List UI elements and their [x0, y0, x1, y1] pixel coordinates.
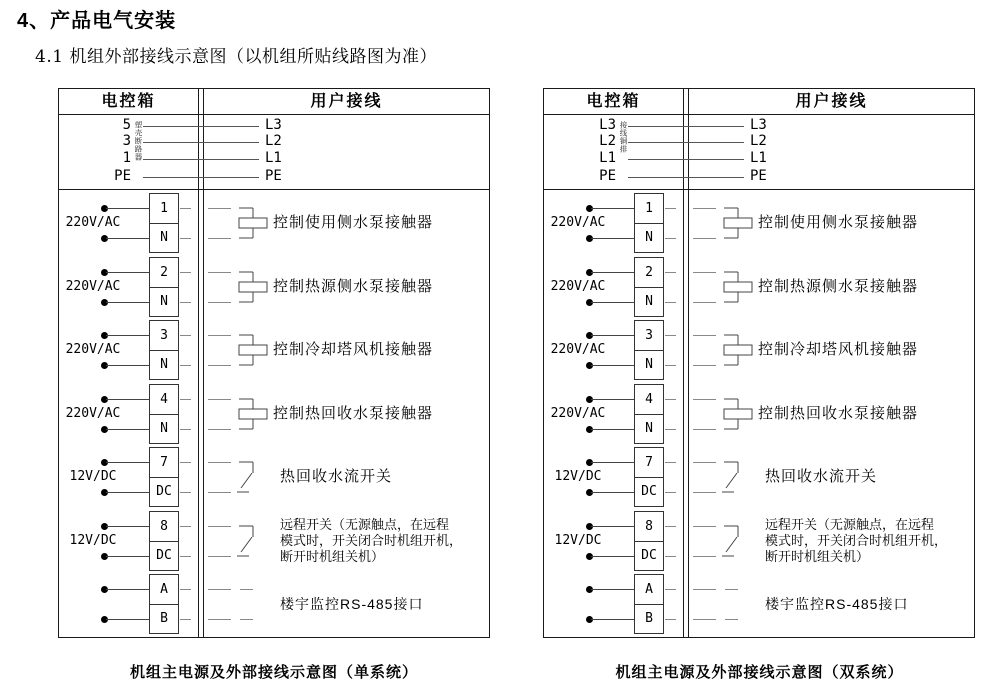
supply-wire	[106, 365, 149, 366]
device-label: 热回收水流开关	[765, 468, 878, 485]
terminal-cell-label: N	[160, 421, 168, 436]
supply-wire	[591, 365, 634, 366]
power-terminal-label: L1	[599, 150, 616, 166]
supply-wire	[591, 272, 634, 273]
device-label-line: 模式时，开关闭合时机组开机，	[280, 533, 463, 548]
user-phase-label: L2	[265, 133, 282, 149]
power-wire	[628, 159, 744, 160]
device-label: 控制使用侧水泵接触器	[273, 214, 434, 231]
device-label: 控制使用侧水泵接触器	[758, 214, 919, 231]
field-wire-dash	[208, 238, 231, 239]
field-wire-dash	[693, 619, 716, 620]
terminal-stub-wire	[180, 556, 191, 557]
terminal-stub-wire	[665, 429, 676, 430]
terminal-stub-wire	[180, 272, 191, 273]
field-wire-dash	[693, 302, 716, 303]
terminal-cell-label: N	[645, 230, 653, 245]
power-wire	[143, 177, 259, 178]
supply-wire	[106, 238, 149, 239]
field-wire-dash	[693, 429, 716, 430]
supply-wire	[106, 589, 149, 590]
user-phase-label: L1	[265, 150, 282, 166]
voltage-label: 220V/AC	[550, 406, 606, 421]
supply-wire	[106, 335, 149, 336]
field-wire-dash	[208, 619, 231, 620]
terminal-stub-wire	[665, 208, 676, 209]
power-wire	[143, 126, 259, 127]
header-control-box: 电控箱	[101, 93, 156, 110]
supply-wire	[106, 492, 149, 493]
terminal-stub-wire	[180, 238, 191, 239]
field-wire-dash	[208, 272, 231, 273]
terminal-stub-wire	[665, 238, 676, 239]
field-wire-dash	[208, 492, 231, 493]
supply-wire	[106, 399, 149, 400]
device-label: 控制热回收水泵接触器	[758, 405, 919, 422]
voltage-label: 12V/DC	[69, 533, 117, 548]
terminal-stub-wire	[180, 492, 191, 493]
header-user-wiring: 用户接线	[795, 93, 868, 110]
terminal-cell-label: N	[645, 294, 653, 309]
terminal-cell-label: 7	[160, 455, 168, 470]
field-wire-dash	[725, 619, 738, 620]
power-wire	[143, 159, 259, 160]
voltage-label: 12V/DC	[554, 533, 602, 548]
subsection-title: 4.1 机组外部接线示意图（以机组所贴线路图为准）	[35, 47, 437, 67]
header-separator	[59, 114, 489, 115]
terminal-block	[149, 320, 179, 380]
field-wire-dash	[693, 272, 716, 273]
terminal-stub-wire	[180, 208, 191, 209]
device-label: 控制冷却塔风机接触器	[273, 341, 434, 358]
terminal-cell-label: B	[160, 611, 168, 626]
field-wire-dash	[208, 335, 231, 336]
terminal-cell-label: 8	[160, 519, 168, 534]
device-label: 热回收水流开关	[280, 468, 393, 485]
field-wire-dash	[208, 526, 231, 527]
terminal-cell-label: 8	[645, 519, 653, 534]
terminal-cell-label: N	[645, 357, 653, 372]
supply-wire	[106, 526, 149, 527]
terminal-stub-wire	[665, 589, 676, 590]
supply-wire	[591, 399, 634, 400]
field-wire-dash	[693, 492, 716, 493]
terminal-stub-wire	[180, 619, 191, 620]
power-section-separator	[544, 189, 974, 190]
terminal-block	[634, 193, 664, 253]
terminal-stub-wire	[665, 526, 676, 527]
device-label: 楼宇监控RS-485接口	[280, 596, 424, 612]
supply-wire	[591, 335, 634, 336]
device-label-line: 模式时，开关闭合时机组开机，	[765, 533, 948, 548]
power-wire	[628, 142, 744, 143]
field-wire-dash	[693, 589, 716, 590]
power-terminal-label: PE	[114, 168, 131, 184]
flow-switch-icon	[722, 523, 756, 561]
terminal-block	[149, 574, 179, 634]
power-terminal-label: L2	[599, 133, 616, 149]
field-wire-dash	[693, 399, 716, 400]
terminal-cell-label: DC	[156, 548, 172, 563]
column-divider-line-2	[688, 89, 689, 637]
voltage-label: 220V/AC	[65, 342, 121, 357]
terminal-cell-label: 7	[645, 455, 653, 470]
device-label-line: 远程开关（无源触点，在远程	[765, 517, 935, 532]
terminal-stub-wire	[665, 335, 676, 336]
field-wire-dash	[693, 208, 716, 209]
supply-wire	[591, 619, 634, 620]
header-separator	[544, 114, 974, 115]
terminal-stub-wire	[180, 365, 191, 366]
flow-switch-icon	[722, 459, 756, 497]
power-wire	[628, 126, 744, 127]
device-label: 控制冷却塔风机接触器	[758, 341, 919, 358]
supply-wire	[106, 272, 149, 273]
supply-wire	[106, 462, 149, 463]
terminal-cell-label: 2	[160, 265, 168, 280]
column-divider-line-1	[198, 89, 199, 637]
terminal-stub-wire	[180, 526, 191, 527]
field-wire-dash	[208, 399, 231, 400]
voltage-label: 220V/AC	[65, 406, 121, 421]
voltage-label: 12V/DC	[69, 469, 117, 484]
caption-dual-system: 机组主电源及外部接线示意图（双系统）	[615, 664, 904, 681]
terminal-block	[634, 320, 664, 380]
power-section-separator	[59, 189, 489, 190]
terminal-stub-wire	[180, 589, 191, 590]
field-wire-dash	[208, 208, 231, 209]
wiring-diagram-dual-system	[543, 88, 975, 638]
supply-wire	[591, 238, 634, 239]
device-label-line: 断开时机组关机）	[280, 549, 385, 564]
flow-switch-icon	[237, 523, 271, 561]
terminal-cell-label: 3	[160, 328, 168, 343]
terminal-cell-label: N	[160, 294, 168, 309]
user-phase-label: L2	[750, 133, 767, 149]
user-phase-label: L3	[265, 117, 282, 133]
device-label: 控制热回收水泵接触器	[273, 405, 434, 422]
terminal-block	[634, 384, 664, 444]
field-wire-dash	[208, 429, 231, 430]
supply-wire	[591, 492, 634, 493]
field-wire-dash	[693, 462, 716, 463]
power-wire	[143, 142, 259, 143]
terminal-stub-wire	[180, 399, 191, 400]
caption-single-system: 机组主电源及外部接线示意图（单系统）	[129, 664, 418, 681]
supply-wire	[591, 556, 634, 557]
terminal-stub-wire	[180, 462, 191, 463]
voltage-label: 12V/DC	[554, 469, 602, 484]
terminal-stub-wire	[665, 492, 676, 493]
terminal-cell-label: 4	[160, 392, 168, 407]
contactor-coil-icon	[722, 332, 756, 370]
contactor-coil-icon	[237, 269, 271, 307]
column-divider-line-2	[203, 89, 204, 637]
device-label: 楼宇监控RS-485接口	[765, 596, 909, 612]
breaker-vertical-label: 塑壳断路器	[134, 121, 143, 161]
power-terminal-label: 3	[122, 133, 131, 149]
terminal-stub-wire	[180, 335, 191, 336]
user-phase-label: PE	[265, 168, 282, 184]
terminal-stub-wire	[665, 399, 676, 400]
terminal-stub-wire	[180, 302, 191, 303]
voltage-label: 220V/AC	[65, 279, 121, 294]
device-label-line: 断开时机组关机）	[765, 549, 870, 564]
device-label-line: 远程开关（无源触点，在远程	[280, 517, 450, 532]
device-label: 控制热源侧水泵接触器	[758, 278, 919, 295]
supply-wire	[106, 302, 149, 303]
header-control-box: 电控箱	[586, 93, 641, 110]
voltage-label: 220V/AC	[550, 342, 606, 357]
terminal-cell-label: DC	[641, 484, 657, 499]
terminal-cell-label: 4	[645, 392, 653, 407]
terminal-cell-label: A	[645, 582, 653, 597]
supply-wire	[591, 589, 634, 590]
user-phase-label: L1	[750, 150, 767, 166]
voltage-label: 220V/AC	[550, 215, 606, 230]
power-terminal-label: 1	[122, 150, 131, 166]
breaker-vertical-label: 接线铜排	[619, 121, 628, 153]
supply-wire	[591, 526, 634, 527]
supply-wire	[591, 462, 634, 463]
terminal-stub-wire	[665, 365, 676, 366]
power-terminal-label: L3	[599, 117, 616, 133]
terminal-stub-wire	[665, 302, 676, 303]
header-user-wiring: 用户接线	[310, 93, 383, 110]
voltage-label: 220V/AC	[65, 215, 121, 230]
user-phase-label: L3	[750, 117, 767, 133]
supply-wire	[591, 208, 634, 209]
power-wire	[628, 177, 744, 178]
terminal-cell-label: 1	[160, 201, 168, 216]
field-wire-dash	[240, 589, 253, 590]
contactor-coil-icon	[237, 332, 271, 370]
terminal-cell-label: N	[160, 357, 168, 372]
power-terminal-label: 5	[122, 117, 131, 133]
terminal-stub-wire	[665, 619, 676, 620]
terminal-cell-label: 1	[645, 201, 653, 216]
terminal-block	[634, 511, 664, 571]
terminal-cell-label: DC	[156, 484, 172, 499]
terminal-cell-label: N	[645, 421, 653, 436]
field-wire-dash	[208, 462, 231, 463]
column-divider-line-1	[683, 89, 684, 637]
terminal-stub-wire	[180, 429, 191, 430]
field-wire-dash	[693, 365, 716, 366]
terminal-cell-label: DC	[641, 548, 657, 563]
terminal-block	[634, 574, 664, 634]
field-wire-dash	[208, 589, 231, 590]
contactor-coil-icon	[722, 396, 756, 434]
section-title: 4、产品电气安装	[17, 10, 177, 32]
terminal-block	[149, 384, 179, 444]
field-wire-dash	[693, 335, 716, 336]
terminal-cell-label: N	[160, 230, 168, 245]
terminal-cell-label: 2	[645, 265, 653, 280]
terminal-stub-wire	[665, 272, 676, 273]
flow-switch-icon	[237, 459, 271, 497]
wiring-diagram-single-system	[58, 88, 490, 638]
terminal-block	[149, 511, 179, 571]
device-label	[765, 517, 970, 565]
terminal-block	[149, 447, 179, 507]
contactor-coil-icon	[722, 269, 756, 307]
field-wire-dash	[725, 589, 738, 590]
terminal-stub-wire	[665, 556, 676, 557]
field-wire-dash	[208, 365, 231, 366]
field-wire-dash	[208, 302, 231, 303]
field-wire-dash	[693, 238, 716, 239]
device-label: 控制热源侧水泵接触器	[273, 278, 434, 295]
supply-wire	[106, 556, 149, 557]
terminal-block	[634, 447, 664, 507]
contactor-coil-icon	[722, 205, 756, 243]
field-wire-dash	[693, 556, 716, 557]
terminal-stub-wire	[665, 462, 676, 463]
terminal-cell-label: A	[160, 582, 168, 597]
field-wire-dash	[693, 526, 716, 527]
supply-wire	[106, 429, 149, 430]
terminal-block	[634, 257, 664, 317]
voltage-label: 220V/AC	[550, 279, 606, 294]
terminal-block	[149, 193, 179, 253]
supply-wire	[591, 429, 634, 430]
power-terminal-label: PE	[599, 168, 616, 184]
contactor-coil-icon	[237, 205, 271, 243]
supply-wire	[106, 208, 149, 209]
supply-wire	[591, 302, 634, 303]
field-wire-dash	[208, 556, 231, 557]
field-wire-dash	[240, 619, 253, 620]
terminal-cell-label: 3	[645, 328, 653, 343]
user-phase-label: PE	[750, 168, 767, 184]
device-label	[280, 517, 485, 565]
supply-wire	[106, 619, 149, 620]
contactor-coil-icon	[237, 396, 271, 434]
terminal-block	[149, 257, 179, 317]
terminal-cell-label: B	[645, 611, 653, 626]
